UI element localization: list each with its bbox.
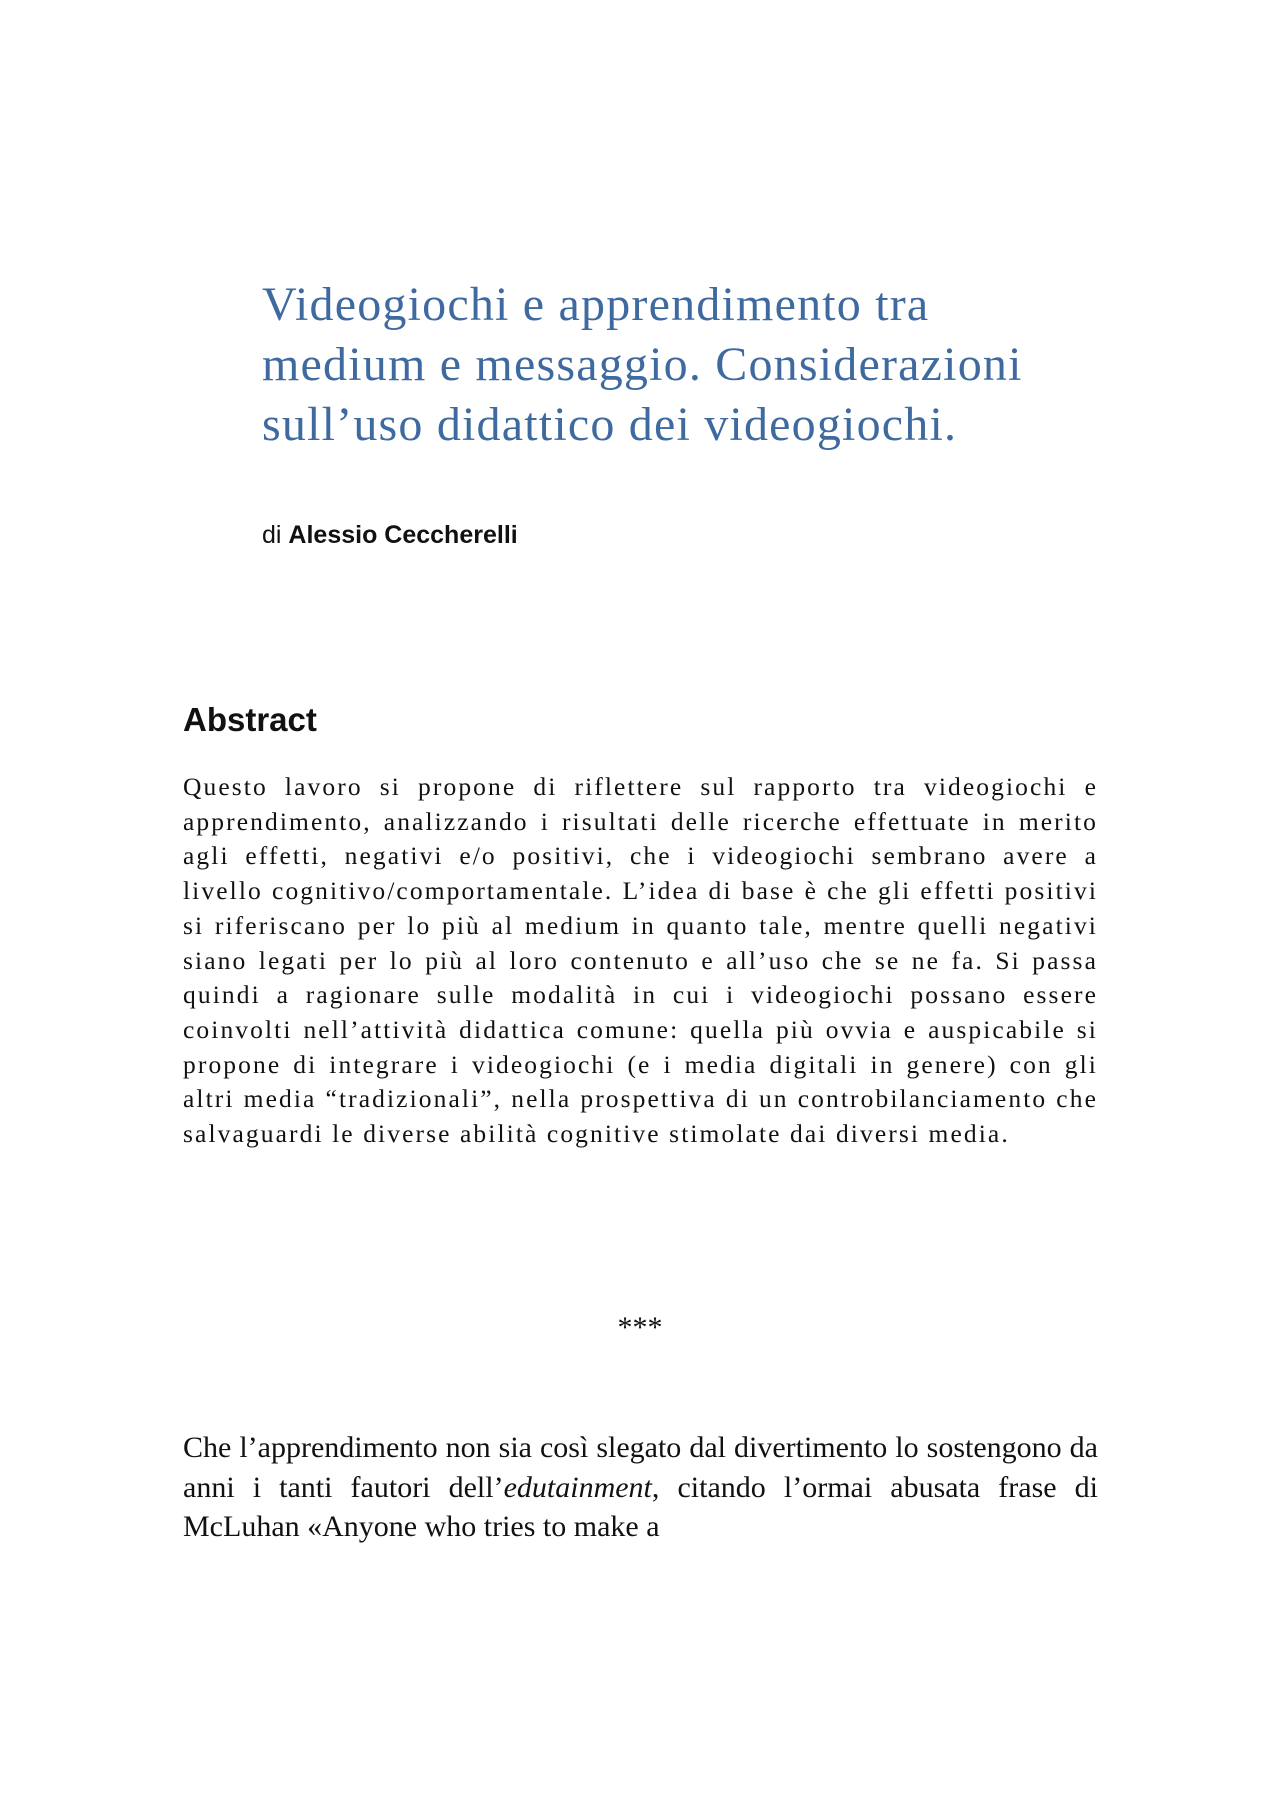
abstract-text: Questo lavoro si propone di riflettere sul rapporto tra videogiochi e apprendimento, analizzando i risultati delle ricerche effettuate in merito agli effetti, negativi e/o positivi, che i videogiochi sembrano avere a livello cognitivo/comportamentale. L’idea di base è che gli effetti positivi si riferiscano per lo più al medium in quanto tale, mentre quelli negativi siano legati per lo più al loro contenuto e all’uso che se ne fa. Si passa quindi a ragionare sulle modalità in cui i videogiochi possano essere coinvolti nell’attività didattica comune: quella più ovvia e auspicabile si propone di integrare i videogiochi (e i media digitali in genere) con gli altri media “tradizionali”, nella prospettiva di un controbilanciamento che salvaguardi le diverse abilità cognitive stimolate dai diversi media. [183,772,1098,1149]
body-text-part-1: Che l’apprendimento non sia così slegato dal divertimento lo sostengono da anni i tanti fautori dell’ [183,1431,1098,1504]
author-name: Alessio Ceccherelli [288,521,518,549]
author-prefix: di [262,521,282,549]
body-paragraph [183,1428,1098,1547]
section-separator: *** [617,1311,663,1344]
paper-title-line-2: medium e messaggio. Considerazioni [262,338,1023,391]
abstract-heading: Abstract [183,701,317,738]
paper-title-line-1: Videogiochi e apprendimento tra [262,278,930,331]
edutainment-term: edutainment [503,1470,652,1504]
body-text-part-2: , citando l’ormai abusata frase di McLuhan «Anyone who tries to make a [183,1470,1099,1543]
paper-title [262,275,1162,455]
paper-title-line-3: sull’uso didattico dei videogiochi. [262,398,958,451]
author-line [262,519,518,551]
